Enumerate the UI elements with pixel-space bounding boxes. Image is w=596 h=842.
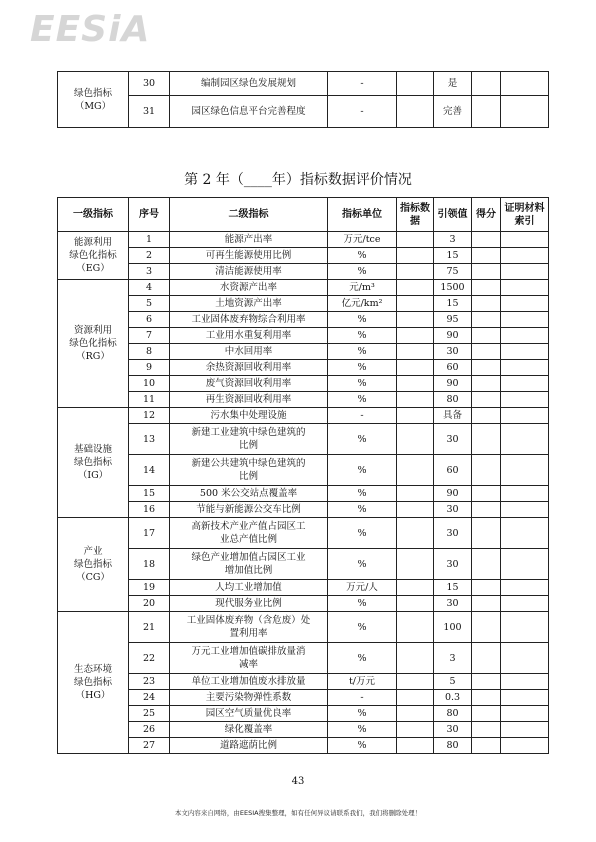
table-row — [58, 706, 549, 722]
baseline-cell: 15 — [434, 296, 472, 312]
header-row — [58, 198, 549, 232]
data-cell — [397, 296, 434, 312]
baseline-cell: 60 — [434, 360, 472, 376]
indicator-name: 人均工业增加值 — [170, 580, 328, 596]
unit-cell: 万元/tce — [328, 232, 397, 248]
indicator-name: 高新技术产业产值占园区工 业总产值比例 — [170, 518, 328, 549]
indicator-name: 工业固体废弃物（含危废）处 置利用率 — [170, 612, 328, 643]
data-cell — [397, 96, 434, 128]
row-number: 15 — [129, 486, 170, 502]
score-cell — [472, 596, 501, 612]
top-indicator-table — [57, 71, 549, 128]
row-number: 30 — [129, 72, 170, 96]
baseline-cell: 80 — [434, 392, 472, 408]
unit-cell: % — [328, 596, 397, 612]
unit-cell: % — [328, 502, 397, 518]
baseline-cell: 具备 — [434, 408, 472, 424]
baseline-cell: 是 — [434, 72, 472, 96]
indicator-name: 可再生能源使用比例 — [170, 248, 328, 264]
baseline-cell: 15 — [434, 248, 472, 264]
data-cell — [397, 312, 434, 328]
row-number: 11 — [129, 392, 170, 408]
score-cell — [472, 486, 501, 502]
row-number: 25 — [129, 706, 170, 722]
data-cell — [397, 392, 434, 408]
baseline-cell: 1500 — [434, 280, 472, 296]
evidence-cell — [501, 264, 549, 280]
table-row — [58, 264, 549, 280]
data-cell — [397, 344, 434, 360]
data-cell — [397, 486, 434, 502]
evidence-cell — [501, 706, 549, 722]
unit-cell: % — [328, 549, 397, 580]
data-cell — [397, 722, 434, 738]
data-cell — [397, 518, 434, 549]
row-number: 22 — [129, 643, 170, 674]
table-row — [58, 408, 549, 424]
indicator-name: 再生资源回收利用率 — [170, 392, 328, 408]
score-cell — [472, 312, 501, 328]
row-number: 24 — [129, 690, 170, 706]
evidence-cell — [501, 455, 549, 486]
row-number: 10 — [129, 376, 170, 392]
page-number: 43 — [291, 776, 305, 787]
baseline-cell: 30 — [434, 344, 472, 360]
baseline-cell: 75 — [434, 264, 472, 280]
data-cell — [397, 455, 434, 486]
data-cell — [397, 674, 434, 690]
row-number: 18 — [129, 549, 170, 580]
unit-cell: % — [328, 424, 397, 455]
header-evidence: 证明材料索引 — [501, 198, 549, 232]
baseline-cell: 完善 — [434, 96, 472, 128]
unit-cell: % — [328, 328, 397, 344]
unit-cell: % — [328, 312, 397, 328]
baseline-cell: 90 — [434, 486, 472, 502]
data-cell — [397, 690, 434, 706]
score-cell — [472, 690, 501, 706]
table-row — [58, 328, 549, 344]
table-row — [58, 344, 549, 360]
unit-cell: % — [328, 360, 397, 376]
row-number: 20 — [129, 596, 170, 612]
data-cell — [397, 643, 434, 674]
table-row — [58, 72, 549, 96]
indicator-name: 新建公共建筑中绿色建筑的 比例 — [170, 455, 328, 486]
evidence-cell — [501, 674, 549, 690]
data-cell — [397, 738, 434, 754]
table-row — [58, 690, 549, 706]
baseline-cell: 3 — [434, 232, 472, 248]
table-row — [58, 360, 549, 376]
evidence-cell — [501, 96, 549, 128]
score-cell — [472, 328, 501, 344]
score-cell — [472, 392, 501, 408]
unit-cell: t/万元 — [328, 674, 397, 690]
evidence-cell — [501, 72, 549, 96]
evidence-cell — [501, 360, 549, 376]
score-cell — [472, 706, 501, 722]
indicator-name: 水资源产出率 — [170, 280, 328, 296]
indicator-name: 废气资源回收利用率 — [170, 376, 328, 392]
indicator-name: 道路遮荫比例 — [170, 738, 328, 754]
evidence-cell — [501, 424, 549, 455]
baseline-cell: 5 — [434, 674, 472, 690]
evidence-cell — [501, 518, 549, 549]
evidence-cell — [501, 690, 549, 706]
indicator-name: 园区绿色信息平台完善程度 — [170, 96, 328, 128]
baseline-cell: 80 — [434, 706, 472, 722]
indicator-name: 土地资源产出率 — [170, 296, 328, 312]
header-score: 得分 — [472, 198, 501, 232]
score-cell — [472, 280, 501, 296]
table-row — [58, 643, 549, 674]
unit-cell: % — [328, 706, 397, 722]
table-row — [58, 392, 549, 408]
baseline-cell: 30 — [434, 549, 472, 580]
unit-cell: 元/m³ — [328, 280, 397, 296]
score-cell — [472, 502, 501, 518]
score-cell — [472, 424, 501, 455]
data-cell — [397, 328, 434, 344]
data-cell — [397, 72, 434, 96]
table-row — [58, 96, 549, 128]
data-cell — [397, 376, 434, 392]
evidence-cell — [501, 486, 549, 502]
row-number: 6 — [129, 312, 170, 328]
row-number: 2 — [129, 248, 170, 264]
score-cell — [472, 248, 501, 264]
evidence-cell — [501, 408, 549, 424]
row-number: 26 — [129, 722, 170, 738]
baseline-cell: 95 — [434, 312, 472, 328]
score-cell — [472, 296, 501, 312]
baseline-cell: 90 — [434, 328, 472, 344]
baseline-cell: 100 — [434, 612, 472, 643]
indicator-name: 主要污染物弹性系数 — [170, 690, 328, 706]
row-number: 19 — [129, 580, 170, 596]
evidence-cell — [501, 549, 549, 580]
row-number: 13 — [129, 424, 170, 455]
score-cell — [472, 264, 501, 280]
evidence-cell — [501, 280, 549, 296]
category-cell: 生态环境 绿色指标 （HG） — [58, 612, 129, 754]
row-number: 23 — [129, 674, 170, 690]
unit-cell: % — [328, 643, 397, 674]
evidence-cell — [501, 643, 549, 674]
baseline-cell: 30 — [434, 518, 472, 549]
unit-cell: - — [328, 72, 397, 96]
category-cell: 产业 绿色指标 （CG） — [58, 518, 129, 612]
data-cell — [397, 502, 434, 518]
row-number: 14 — [129, 455, 170, 486]
header-no: 序号 — [129, 198, 170, 232]
data-cell — [397, 424, 434, 455]
score-cell — [472, 232, 501, 248]
unit-cell: % — [328, 612, 397, 643]
evidence-cell — [501, 580, 549, 596]
indicator-name: 绿化覆盖率 — [170, 722, 328, 738]
data-cell — [397, 248, 434, 264]
header-baseline: 引领值 — [434, 198, 472, 232]
unit-cell: - — [328, 96, 397, 128]
evidence-cell — [501, 328, 549, 344]
table-row — [58, 502, 549, 518]
indicator-name: 工业固体废弃物综合利用率 — [170, 312, 328, 328]
header-level1: 一级指标 — [58, 198, 129, 232]
indicator-name: 清洁能源使用率 — [170, 264, 328, 280]
unit-cell: % — [328, 264, 397, 280]
row-number: 1 — [129, 232, 170, 248]
evidence-cell — [501, 296, 549, 312]
unit-cell: % — [328, 518, 397, 549]
table-row — [58, 455, 549, 486]
table-row — [58, 722, 549, 738]
unit-cell: % — [328, 486, 397, 502]
indicator-name: 绿色产业增加值占园区工业 增加值比例 — [170, 549, 328, 580]
data-cell — [397, 232, 434, 248]
baseline-cell: 0.3 — [434, 690, 472, 706]
evidence-cell — [501, 596, 549, 612]
indicator-name: 500 米公交站点覆盖率 — [170, 486, 328, 502]
score-cell — [472, 72, 501, 96]
row-number: 21 — [129, 612, 170, 643]
unit-cell: % — [328, 376, 397, 392]
indicator-name: 中水回用率 — [170, 344, 328, 360]
indicator-name: 工业用水重复利用率 — [170, 328, 328, 344]
score-cell — [472, 376, 501, 392]
evidence-cell — [501, 392, 549, 408]
score-cell — [472, 96, 501, 128]
row-number: 17 — [129, 518, 170, 549]
evidence-cell — [501, 502, 549, 518]
indicator-name: 万元工业增加值碳排放量消 减率 — [170, 643, 328, 674]
score-cell — [472, 612, 501, 643]
indicator-name: 园区空气质量优良率 — [170, 706, 328, 722]
baseline-cell: 30 — [434, 424, 472, 455]
data-cell — [397, 580, 434, 596]
baseline-cell: 30 — [434, 722, 472, 738]
row-number: 7 — [129, 328, 170, 344]
data-cell — [397, 360, 434, 376]
score-cell — [472, 674, 501, 690]
evidence-cell — [501, 612, 549, 643]
baseline-cell: 60 — [434, 455, 472, 486]
baseline-cell: 90 — [434, 376, 472, 392]
table-row — [58, 312, 549, 328]
row-number: 27 — [129, 738, 170, 754]
unit-cell: % — [328, 248, 397, 264]
evidence-cell — [501, 376, 549, 392]
evidence-cell — [501, 312, 549, 328]
data-cell — [397, 706, 434, 722]
table-title: 第 2 年（____年）指标数据评价情况 — [184, 172, 412, 188]
table-row — [58, 280, 549, 296]
category-cell: 基础设施 绿色指标 （IG） — [58, 408, 129, 518]
header-data: 指标数据 — [397, 198, 434, 232]
unit-cell: 亿元/km² — [328, 296, 397, 312]
score-cell — [472, 344, 501, 360]
table-row — [58, 596, 549, 612]
score-cell — [472, 408, 501, 424]
indicator-name: 单位工业增加值废水排放量 — [170, 674, 328, 690]
row-number: 8 — [129, 344, 170, 360]
footer-note: 本文内容来自网络，由EESIA搜集整理，如有任何异议请联系我们，我们将删除处理！ — [174, 809, 422, 817]
score-cell — [472, 580, 501, 596]
evidence-cell — [501, 344, 549, 360]
row-number: 4 — [129, 280, 170, 296]
indicator-name: 污水集中处理设施 — [170, 408, 328, 424]
data-cell — [397, 612, 434, 643]
indicator-name: 节能与新能源公交车比例 — [170, 502, 328, 518]
table-row — [58, 738, 549, 754]
eesia-logo: EESiA — [30, 9, 151, 50]
table-row — [58, 232, 549, 248]
header-level2: 二级指标 — [170, 198, 328, 232]
baseline-cell: 30 — [434, 596, 472, 612]
baseline-cell: 30 — [434, 502, 472, 518]
score-cell — [472, 722, 501, 738]
unit-cell: 万元/人 — [328, 580, 397, 596]
table-row — [58, 612, 549, 643]
data-cell — [397, 549, 434, 580]
category-cell: 资源利用 绿色化指标 （RG） — [58, 280, 129, 408]
table-row — [58, 674, 549, 690]
data-cell — [397, 596, 434, 612]
indicator-name: 新建工业建筑中绿色建筑的 比例 — [170, 424, 328, 455]
unit-cell: % — [328, 392, 397, 408]
score-cell — [472, 518, 501, 549]
evidence-cell — [501, 722, 549, 738]
table-row — [58, 549, 549, 580]
table-row — [58, 424, 549, 455]
score-cell — [472, 360, 501, 376]
indicator-name: 余热资源回收利用率 — [170, 360, 328, 376]
indicator-name: 编制园区绿色发展规划 — [170, 72, 328, 96]
table-row — [58, 376, 549, 392]
table-row — [58, 296, 549, 312]
unit-cell: % — [328, 738, 397, 754]
score-cell — [472, 549, 501, 580]
baseline-cell: 15 — [434, 580, 472, 596]
indicator-name: 现代服务业比例 — [170, 596, 328, 612]
baseline-cell: 80 — [434, 738, 472, 754]
unit-cell: - — [328, 690, 397, 706]
category-cell: 能源利用 绿色化指标 （EG） — [58, 232, 129, 280]
baseline-cell: 3 — [434, 643, 472, 674]
score-cell — [472, 738, 501, 754]
unit-cell: % — [328, 722, 397, 738]
row-number: 5 — [129, 296, 170, 312]
row-number: 31 — [129, 96, 170, 128]
evidence-cell — [501, 232, 549, 248]
indicator-name: 能源产出率 — [170, 232, 328, 248]
row-number: 9 — [129, 360, 170, 376]
header-unit: 指标单位 — [328, 198, 397, 232]
score-cell — [472, 455, 501, 486]
evidence-cell — [501, 738, 549, 754]
data-cell — [397, 408, 434, 424]
unit-cell: % — [328, 455, 397, 486]
score-cell — [472, 643, 501, 674]
row-number: 16 — [129, 502, 170, 518]
table-row — [58, 486, 549, 502]
evidence-cell — [501, 248, 549, 264]
data-cell — [397, 280, 434, 296]
indicator-evaluation-table — [57, 197, 549, 754]
data-cell — [397, 264, 434, 280]
row-number: 12 — [129, 408, 170, 424]
unit-cell: - — [328, 408, 397, 424]
table-row — [58, 518, 549, 549]
category-cell: 绿色指标 （MG） — [58, 72, 129, 128]
unit-cell: % — [328, 344, 397, 360]
row-number: 3 — [129, 264, 170, 280]
table-row — [58, 580, 549, 596]
table-row — [58, 248, 549, 264]
